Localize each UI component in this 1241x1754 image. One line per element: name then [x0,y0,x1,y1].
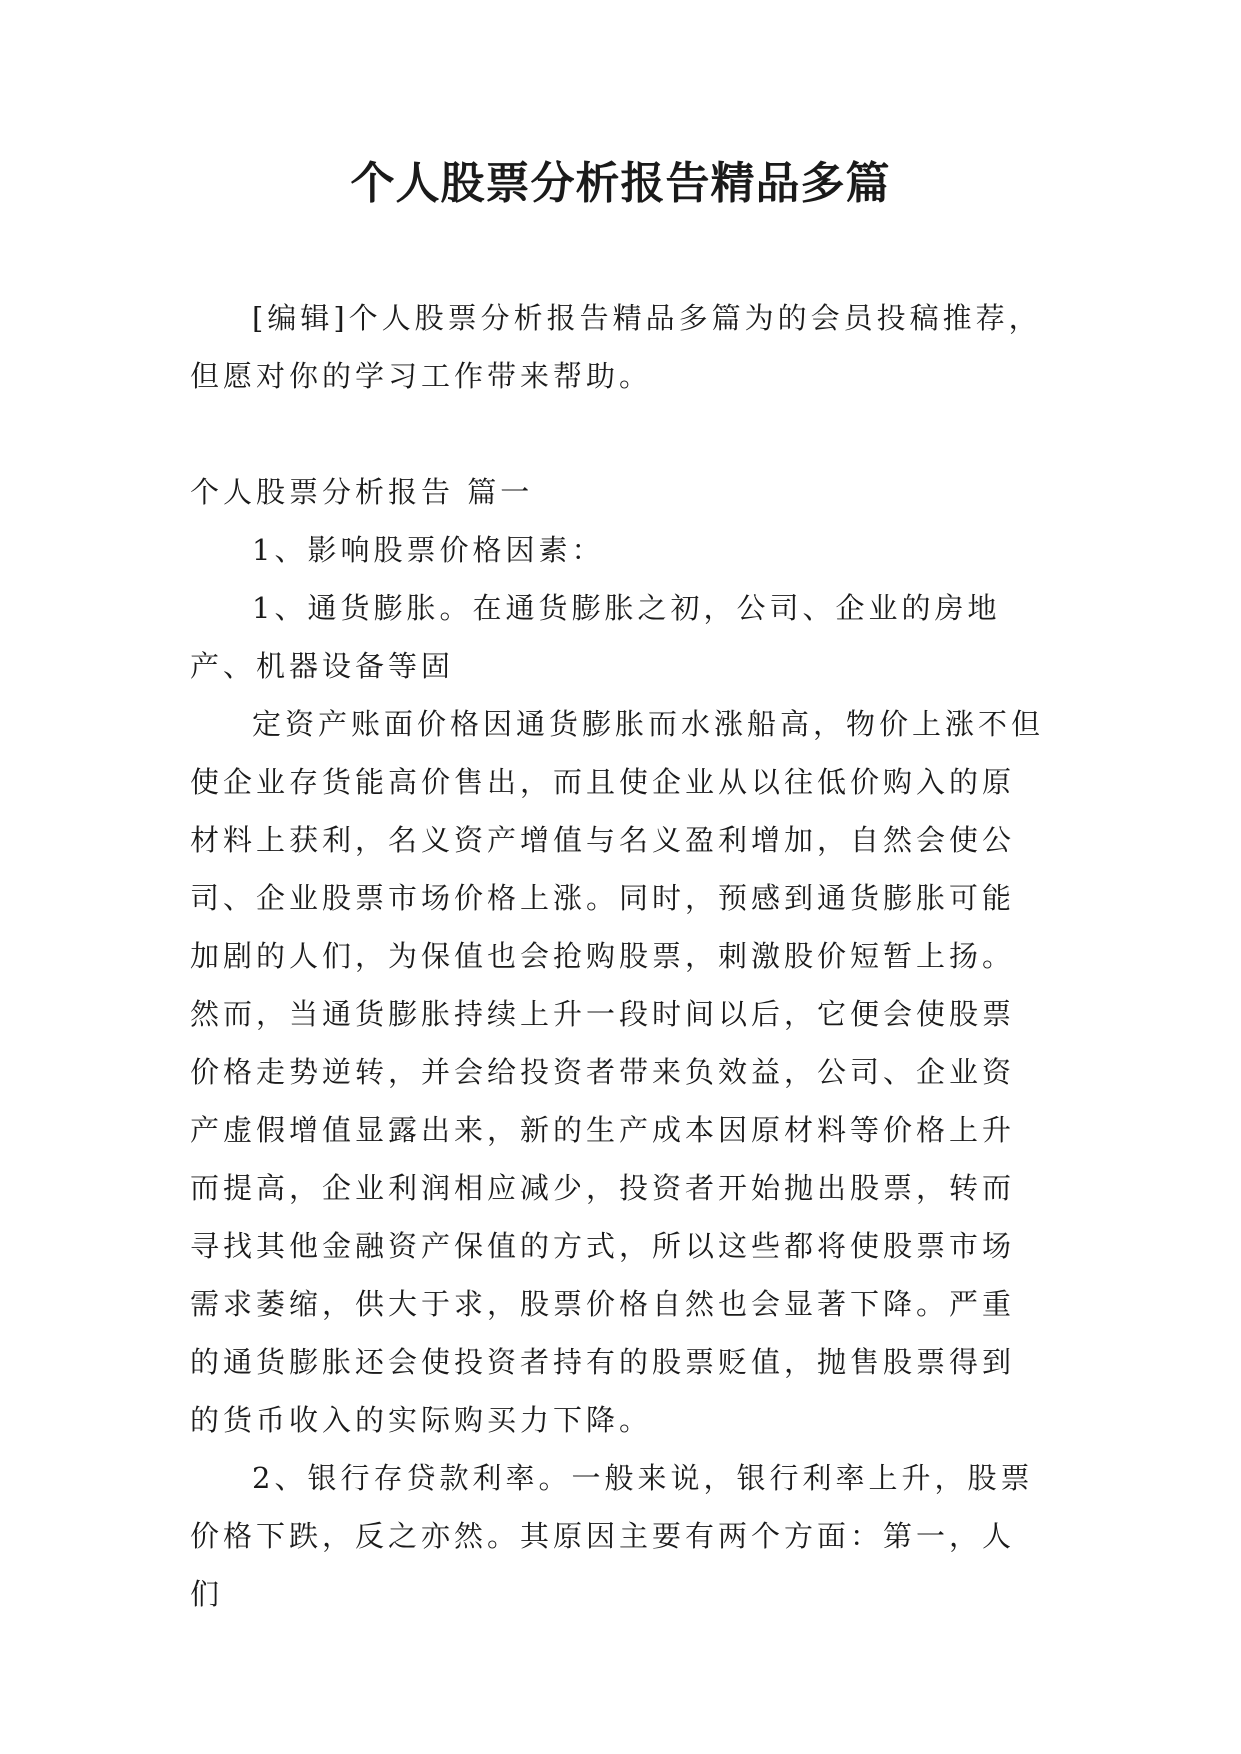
intro-block [190,289,1045,405]
paragraph-interest-rate: 2、银行存贷款利率。一般来说，银行利率上升，股票价格下跌，反之亦然。其原因主要有两个方面：第一，人们 [190,1461,1034,1611]
document-title: 个人股票分析报告精品多篇 [350,158,891,209]
paragraph-inflation-body: 定资产账面价格因通货膨胀而水涨船高，物价上涨不但使企业存货能高价售出，而且使企业从以往低价购入的原材料上获利，名义资产增值与名义盈利增加，自然会使公司、企业股票市场价格上涨。同时，预感到通货膨胀可能加剧的人们，为保值也会抢购股票，刺激股价短暂上扬。然而，当通货膨胀持续上升一段时间以后，它便会使股票价格走势逆转，并会给投资者带来负效益，公司、企业资产虚假增值显露出来，新的生产成本因原材料等价格上升而提高，企业利润相应减少，投资者开始抛出股票，转而寻找其他金融资产保值的方式，所以这些都将使股票市场需求萎缩，供大于求，股票价格自然也会显著下降。严重的通货膨胀还会使投资者持有的股票贬值，抛售股票得到的货币收入的实际购买力下降。 [190,707,1045,1437]
intro-paragraph: [编辑]个人股票分析报告精品多篇为的会员投稿推荐，但愿对你的学习工作带来帮助。 [190,301,1042,393]
paragraph-factors-heading: 1、影响股票价格因素： [252,533,605,567]
section-one [190,463,1045,1623]
section-heading: 个人股票分析报告 篇一 [190,475,534,509]
paragraph-inflation-start: 1、通货膨胀。在通货膨胀之初，公司、企业的房地产、机器设备等固 [190,591,1001,683]
